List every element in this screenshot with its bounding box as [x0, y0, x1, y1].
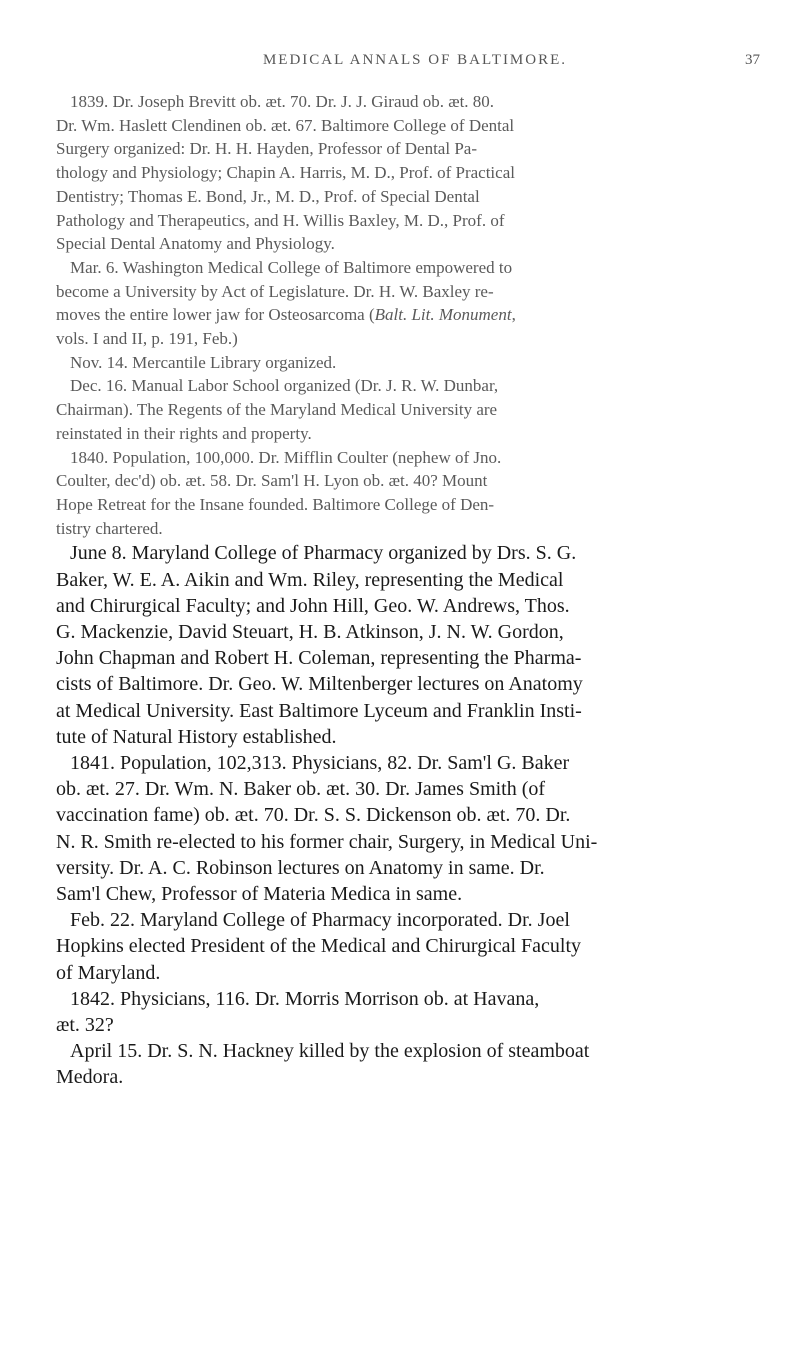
- chronicle-entry: [56, 540, 756, 750]
- text-line: Special Dental Anatomy and Physiology.: [56, 234, 335, 254]
- running-title: MEDICAL ANNALS OF BALTIMORE.: [262, 52, 568, 68]
- text-line: versity. Dr. A. C. Robinson lectures on Anatomy in same. Dr.: [56, 856, 545, 879]
- chronicle-entry: [56, 256, 756, 351]
- text-line: Dec. 16. Manual Labor School organized (Dr. J. R. W. Dunbar,: [70, 376, 499, 396]
- text-line: become a University by Act of Legislature. Dr. H. W. Baxley re-: [56, 281, 494, 301]
- text-line: June 8. Maryland College of Pharmacy organized by Drs. S. G.: [70, 542, 577, 565]
- text-line: of Maryland.: [56, 961, 161, 984]
- text-line: John Chapman and Robert H. Coleman, representing the Pharma-: [56, 647, 582, 670]
- chronicle-entry: [56, 351, 756, 375]
- chronicle-entry: [56, 750, 756, 907]
- running-head: [70, 52, 760, 74]
- text-line: Coulter, dec'd) ob. æt. 58. Dr. Sam'l H. Lyon ob. æt. 40? Mount: [56, 471, 488, 491]
- chronicle-entry: [56, 1038, 756, 1090]
- text-line: reinstated in their rights and property.: [56, 423, 312, 443]
- text-line: Dentistry; Thomas E. Bond, Jr., M. D., Prof. of Special Dental: [56, 186, 480, 206]
- text-line: Sam'l Chew, Professor of Materia Medica in same.: [56, 883, 463, 905]
- chronicle-entry: [56, 446, 756, 541]
- text-line: and Chirurgical Faculty; and John Hill, Geo. W. Andrews, Thos.: [56, 594, 570, 617]
- text-line: moves the entire lower jaw for Osteosarcoma (Balt. Lit. Monument,: [56, 305, 516, 325]
- text-line: Surgery organized: Dr. H. H. Hayden, Professor of Dental Pa-: [56, 139, 477, 159]
- text-line: cists of Baltimore. Dr. Geo. W. Miltenberger lectures on Anatomy: [56, 673, 583, 696]
- text-line: 1839. Dr. Joseph Brevitt ob. æt. 70. Dr. J. J. Giraud ob. æt. 80.: [70, 92, 495, 111]
- text-line: Hopkins elected President of the Medical and Chirurgical Faculty: [56, 935, 582, 958]
- text-line: Feb. 22. Maryland College of Pharmacy incorporated. Dr. Joel: [70, 909, 570, 932]
- text-line: vaccination fame) ob. æt. 70. Dr. S. S. Dickenson ob. æt. 70. Dr.: [56, 804, 571, 827]
- text-line: G. Mackenzie, David Steuart, H. B. Atkinson, J. N. W. Gordon,: [56, 620, 564, 643]
- text-line: Chairman). The Regents of the Maryland Medical University are: [56, 400, 498, 420]
- text-line: April 15. Dr. S. N. Hackney killed by the explosion of steamboat: [70, 1040, 590, 1063]
- text-line: Baker, W. E. A. Aikin and Wm. Riley, representing the Medical: [56, 568, 564, 591]
- text-line: æt. 32?: [56, 1014, 114, 1037]
- text-line: N. R. Smith re-elected to his former chair, Surgery, in Medical Uni-: [56, 830, 598, 853]
- text-line: 1840. Population, 100,000. Dr. Mifflin Coulter (nephew of Jno.: [70, 447, 502, 467]
- body-text: [56, 90, 756, 1091]
- citation-title: Balt. Lit. Monument: [374, 305, 512, 325]
- chronicle-entry: [56, 907, 756, 986]
- text-line: Medora.: [56, 1066, 124, 1089]
- text-line: Pathology and Therapeutics, and H. Willis Baxley, M. D., Prof. of: [56, 210, 505, 230]
- chronicle-entry: [56, 90, 756, 256]
- chronicle-entry: [56, 986, 756, 1038]
- text-line: 1842. Physicians, 116. Dr. Morris Morrison ob. at Havana,: [70, 987, 540, 1010]
- text-line: Nov. 14. Mercantile Library organized.: [70, 352, 337, 372]
- text-line: Hope Retreat for the Insane founded. Baltimore College of Den-: [56, 494, 495, 514]
- page-number: 37: [745, 52, 760, 68]
- text-line: tistry chartered.: [56, 518, 163, 538]
- text-line: Mar. 6. Washington Medical College of Baltimore empowered to: [70, 257, 513, 277]
- text-line: at Medical University. East Baltimore Lyceum and Franklin Insti-: [56, 699, 582, 722]
- chronicle-entry: [56, 374, 756, 445]
- text-line: ob. æt. 27. Dr. Wm. N. Baker ob. æt. 30. Dr. James Smith (of: [56, 778, 546, 801]
- text-line: tute of Natural History established.: [56, 725, 337, 748]
- text-line: thology and Physiology; Chapin A. Harris, M. D., Prof. of Practical: [56, 163, 515, 183]
- text-line: 1841. Population, 102,313. Physicians, 82. Dr. Sam'l G. Baker: [70, 751, 570, 774]
- text-line: Dr. Wm. Haslett Clendinen ob. æt. 67. Baltimore College of Dental: [56, 115, 515, 135]
- text-line: vols. I and II, p. 191, Feb.): [56, 329, 238, 349]
